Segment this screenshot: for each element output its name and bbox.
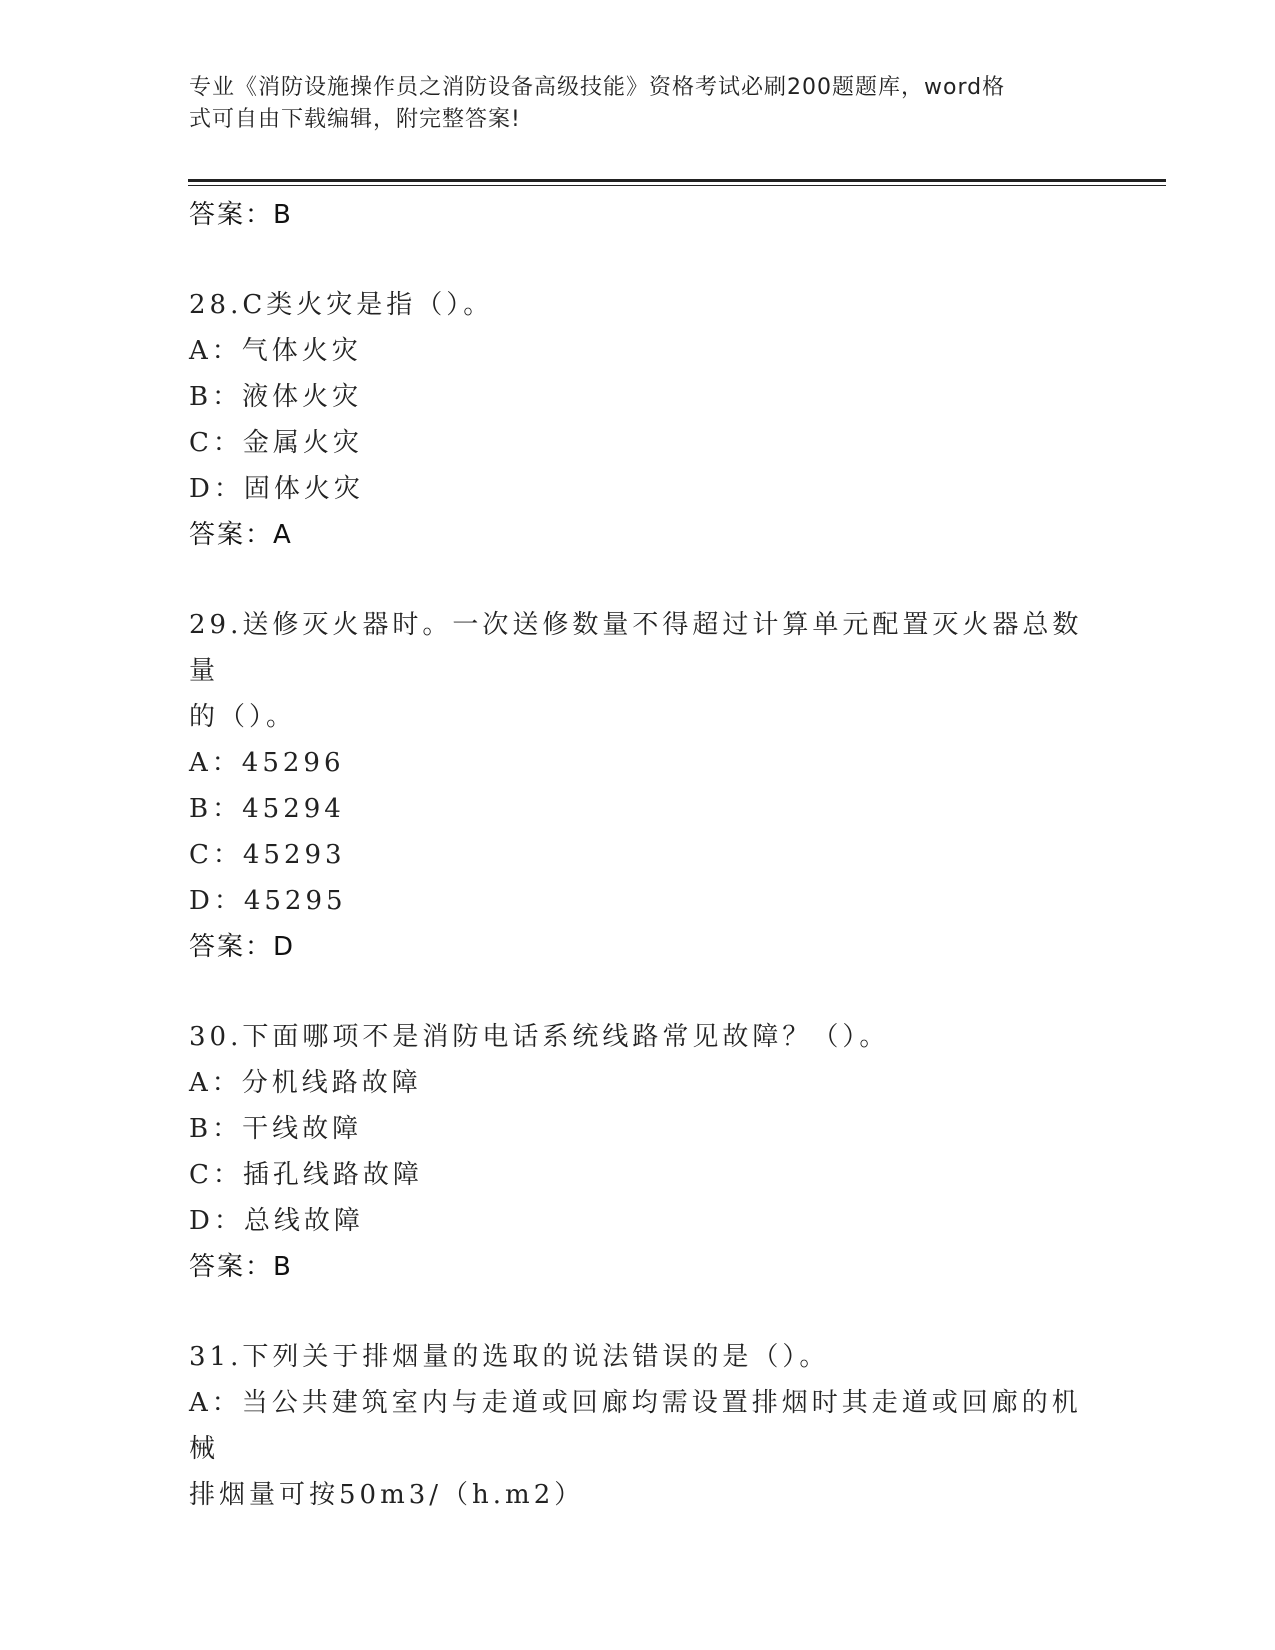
question-stem: 30.下面哪项不是消防电话系统线路常见故障？（）。 [189, 1022, 890, 1052]
answer-line: 答案：A [189, 520, 293, 550]
header-rule-thick [188, 179, 1166, 182]
answer-line: 答案：B [189, 200, 293, 230]
question-stem: 29.送修灭火器时。一次送修数量不得超过计算单元配置灭火器总数量 [189, 610, 1083, 686]
option-b: B：干线故障 [189, 1114, 363, 1144]
option-a: A：气体火灾 [189, 336, 362, 366]
option-d: D：45295 [189, 886, 347, 916]
option-c: C：插孔线路故障 [189, 1160, 423, 1190]
question-list [189, 192, 1089, 1518]
option-d: D：固体火灾 [189, 474, 364, 504]
header-line-2: 式可自由下载编辑，附完整答案! [189, 107, 521, 132]
question-block [189, 1334, 1089, 1518]
question-block [189, 1014, 1089, 1290]
option-b: B：液体火灾 [189, 382, 363, 412]
question-stem: 31.下列关于排烟量的选取的说法错误的是（）。 [189, 1342, 830, 1372]
option-a: A：分机线路故障 [189, 1068, 422, 1098]
option-d: D：总线故障 [189, 1206, 364, 1236]
question-stem-continued: 的（）。 [189, 702, 297, 732]
header-rule-thin [188, 185, 1166, 186]
option-a: A：当公共建筑室内与走道或回廊均需设置排烟时其走道或回廊的机械 [189, 1388, 1082, 1464]
question-stem: 28.C类火灾是指（）。 [189, 290, 494, 320]
question-block [189, 602, 1089, 970]
option-c: C：45293 [189, 840, 346, 870]
answer-line: 答案：D [189, 932, 296, 962]
option-a-continued: 排烟量可按50m3/（h.m2） [189, 1480, 585, 1510]
option-c: C：金属火灾 [189, 428, 363, 458]
question-block [189, 282, 1089, 558]
document-header [189, 72, 1089, 136]
option-b: B：45294 [189, 794, 345, 824]
header-line-1: 专业《消防设施操作员之消防设备高级技能》资格考试必刷200题题库，word格 [189, 75, 1006, 100]
answer-line: 答案：B [189, 1252, 293, 1282]
option-a: A：45296 [189, 748, 345, 778]
